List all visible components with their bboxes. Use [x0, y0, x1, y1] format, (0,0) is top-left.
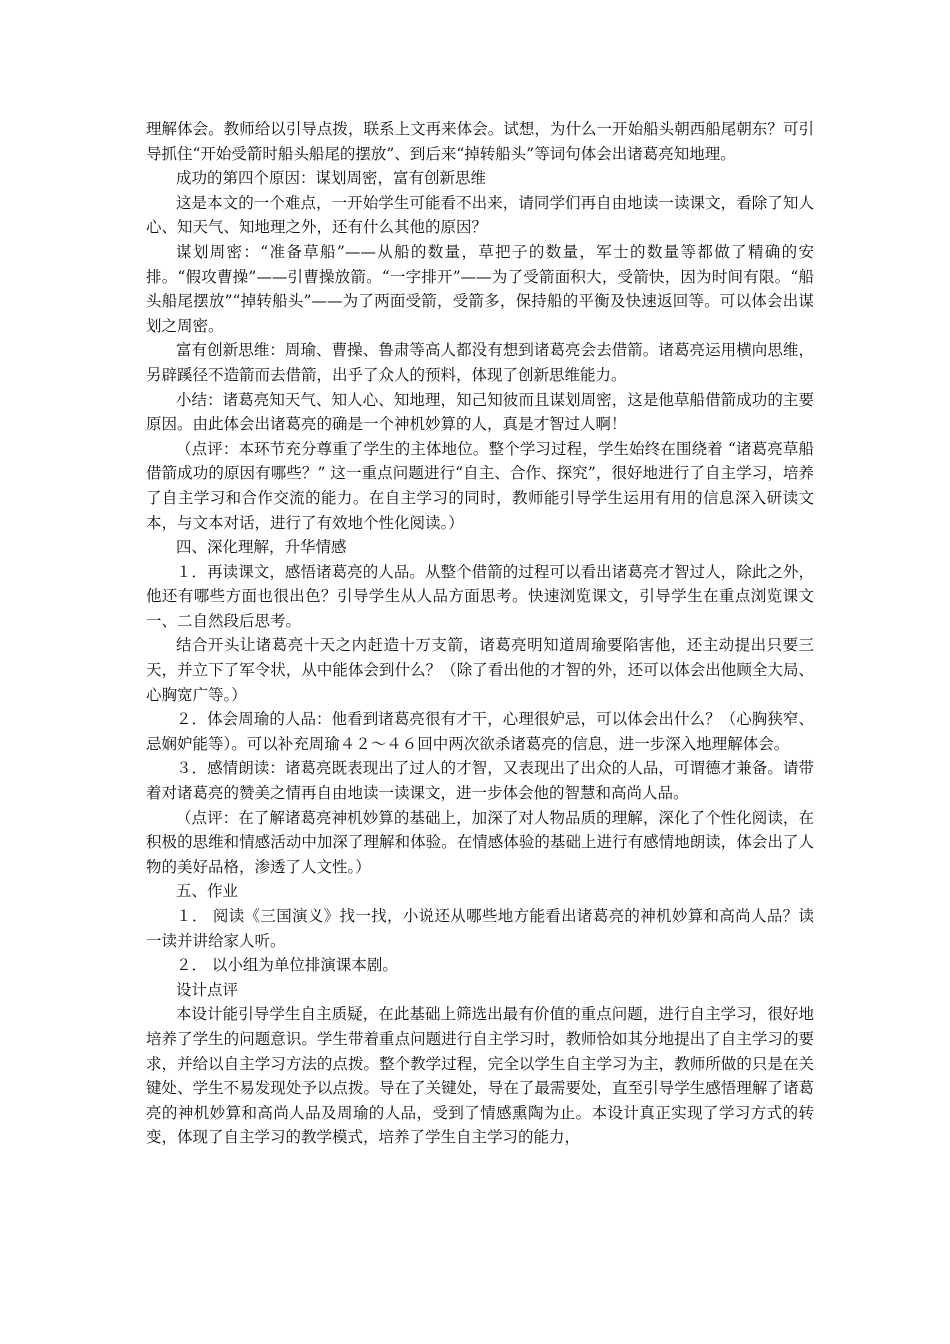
- paragraph: 谋划周密：“准备草船”——从船的数量，草把子的数量，军士的数量等都做了精确的安排。“假攻曹操”——引曹操放箭。“一字排开”——为了受箭面积大，受箭快，因为时间有限。“船头船尾摆放”“掉转船头”——为了两面受箭，受箭多，保持船的平衡及快速返回等。可以体会出谋划之周密。: [146, 242, 814, 335]
- paragraph: 小结：诸葛亮知天气、知人心、知地理，知己知彼而且谋划周密，这是他草船借箭成功的主要原因。由此体会出诸葛亮的确是一个神机妙算的人，真是才智过人啊！: [146, 390, 814, 434]
- paragraph: １．再读课文，感悟诸葛亮的人品。从整个借箭的过程可以看出诸葛亮才智过人，除此之外，他还有哪些方面也很出色？引导学生从人品方面思考。快速浏览课文，引导学生在重点浏览课文一、二自然段后思考。: [146, 562, 814, 630]
- section-heading: 五、作业: [176, 882, 239, 901]
- section-heading: 四、深化理解，升华情感: [176, 538, 347, 557]
- comment-paragraph: （点评：在了解诸葛亮神机妙算的基础上，加深了对人物品质的理解，深化了个性化阅读，在积极的思维和情感活动中加深了理解和体验。在情感体验的基础上进行有感情地朗读，体会出了人物的美好品格，渗透了人文性。）: [146, 808, 814, 876]
- section-heading: 成功的第四个原因：谋划周密，富有创新思维: [176, 169, 487, 188]
- section-heading: 设计点评: [176, 980, 239, 999]
- comment-paragraph: （点评：本环节充分尊重了学生的主体地位。整个学习过程，学生始终在围绕着 “诸葛亮草船借箭成功的原因有哪些？” 这一重点问题进行“自主、合作、探究”，很好地进行了自主学习，培养了自主学习和合作交流的能力。在自主学习的同时，教师能引导学生运用有用的信息深入研读文本，与文本对话，进行了有效地个性化阅读。）: [146, 439, 814, 532]
- homework-item: ２． 以小组为单位排演课本剧。: [176, 956, 398, 975]
- paragraph: ２．体会周瑜的人品：他看到诸葛亮很有才干，心理很妒忌，可以体会出什么？（心胸狭窄、忌娴妒能等）。可以补充周瑜４２～４６回中两次欲杀诸葛亮的信息，进一步深入地理解体会。: [146, 710, 814, 753]
- paragraph: ３．感情朗读：诸葛亮既表现出了过人的才智，又表现出了出众的人品，可谓德才兼备。请带着对诸葛亮的赞美之情再自由地读一读课文，进一步体会他的智慧和高尚人品。: [146, 759, 814, 803]
- paragraph: 富有创新思维：周瑜、曹操、鲁肃等高人都没有想到诸葛亮会去借箭。诸葛亮运用横向思维，另辟蹊径不造箭而去借箭，出乎了众人的预料，体现了创新思维能力。: [146, 341, 814, 384]
- document-body: [146, 117, 814, 1150]
- paragraph: 结合开头让诸葛亮十天之内赶造十万支箭，诸葛亮明知道周瑜要陷害他，还主动提出只要三天，并立下了军令状，从中能体会到什么？（除了看出他的才智的外，还可以体会出他顾全大局、心胸宽广等。）: [146, 636, 814, 704]
- paragraph: 本设计能引导学生自主质疑，在此基础上筛选出最有价值的重点问题，进行自主学习，很好地培养了学生的问题意识。学生带着重点问题进行自主学习时，教师恰如其分地提出了自主学习的要求，并给以自主学习方法的点拨。整个教学过程，完全以学生自主学习为主，教师所做的只是在关键处、学生不易发现处予以点拨。导在了关键处，导在了最需要处，直至引导学生感悟理解了诸葛亮的神机妙算和高尚人品及周瑜的人品，受到了情感熏陶为止。本设计真正实现了学习方式的转变，体现了自主学习的教学模式，培养了学生自主学习的能力，: [146, 1005, 814, 1147]
- homework-item: １． 阅读《三国演义》找一找，小说还从哪些地方能看出诸葛亮的神机妙算和高尚人品？读一读并讲给家人听。: [146, 907, 814, 950]
- paragraph: 理解体会。教师给以引导点拨，联系上文再来体会。试想，为什么一开始船头朝西船尾朝东？可引导抓住“开始受箭时船头船尾的摆放”、到后来“掉转船头”等词句体会出诸葛亮知地理。: [146, 120, 814, 163]
- paragraph: 这是本文的一个难点，一开始学生可能看不出来，请同学们再自由地读一读课文，看除了知人心、知天气、知地理之外，还有什么其他的原因？: [146, 193, 814, 237]
